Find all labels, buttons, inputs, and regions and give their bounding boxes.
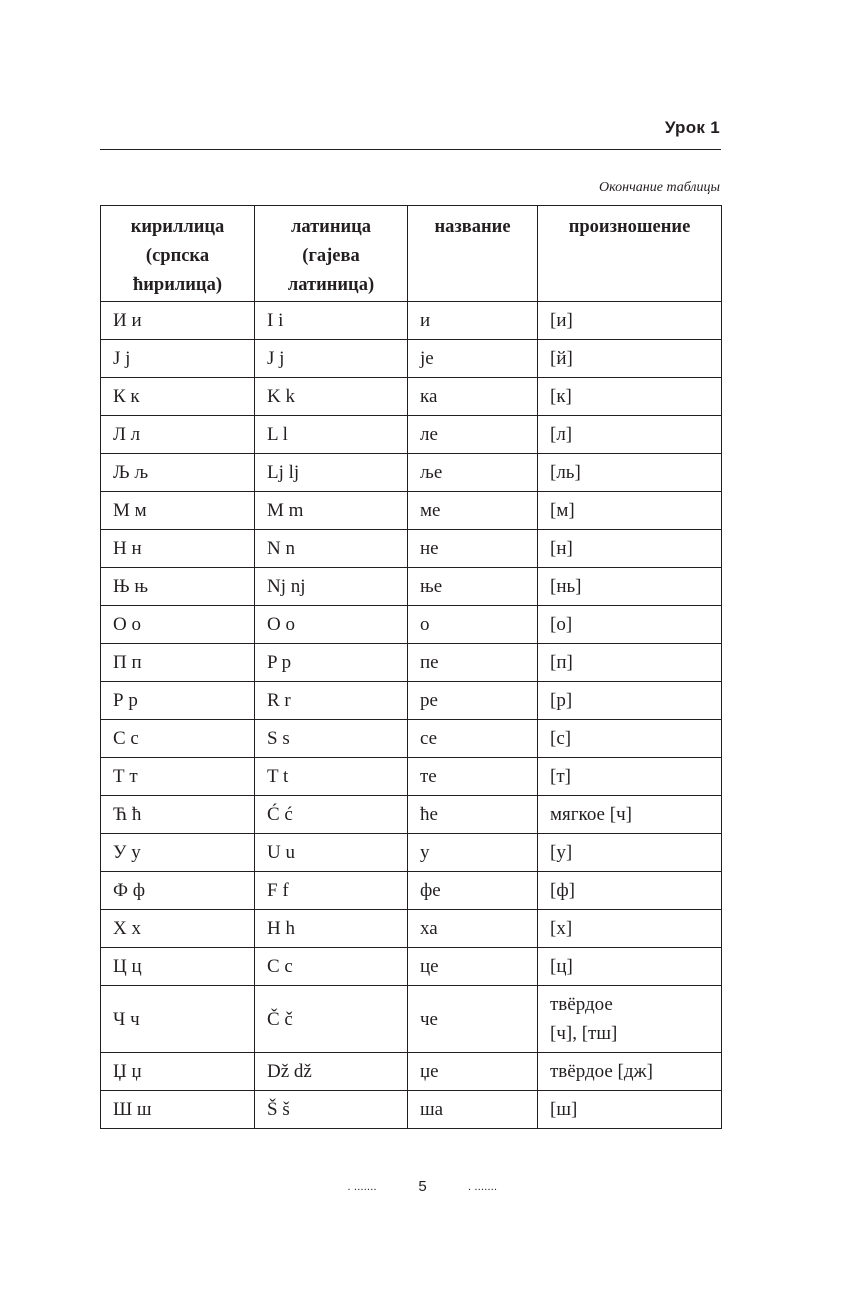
cell-name <box>408 492 538 530</box>
cell-cyrillic <box>101 606 255 644</box>
table-row <box>101 454 722 492</box>
table-row <box>101 910 722 948</box>
cell-name-text: јe <box>420 348 434 369</box>
cell-cyrillic <box>101 492 255 530</box>
cell-cyrillic <box>101 1091 255 1129</box>
cell-name-text: ље <box>420 462 443 483</box>
cell-latin <box>255 492 408 530</box>
table-row <box>101 302 722 340</box>
cell-pronunciation <box>538 644 722 682</box>
cell-pronunciation-text: твёрдое <box>550 994 613 1015</box>
cell-pronunciation-text: [р] <box>550 690 573 711</box>
cell-pronunciation-text: [и] <box>550 310 573 331</box>
cell-pronunciation <box>538 340 722 378</box>
cell-latin <box>255 1091 408 1129</box>
cell-pronunciation <box>538 492 722 530</box>
table-row <box>101 758 722 796</box>
cell-name-text: не <box>420 538 439 559</box>
table-row <box>101 530 722 568</box>
header-pronunciation-line1: произношение <box>568 217 691 237</box>
cell-name-text: те <box>420 766 437 787</box>
cell-cyrillic <box>101 340 255 378</box>
cell-cyrillic-text: Н н <box>113 538 142 559</box>
cell-name <box>408 682 538 720</box>
header-latin-line3: латиница) <box>287 275 375 295</box>
cell-cyrillic <box>101 986 255 1053</box>
cell-cyrillic-text: Ц ц <box>113 956 142 977</box>
cell-latin-text: Š š <box>267 1099 290 1120</box>
cell-name-text: ша <box>420 1099 444 1120</box>
table-row <box>101 1091 722 1129</box>
cell-pronunciation <box>538 454 722 492</box>
cell-pronunciation-text: [й] <box>550 348 573 369</box>
cell-latin-text: K k <box>267 386 295 407</box>
cell-pronunciation <box>538 758 722 796</box>
cell-cyrillic-text: Љ љ <box>113 462 149 483</box>
table-body <box>101 302 722 1129</box>
cell-pronunciation <box>538 606 722 644</box>
cell-pronunciation-text: [нь] <box>550 576 582 597</box>
cell-pronunciation <box>538 530 722 568</box>
cell-latin-text: N n <box>267 538 295 559</box>
cell-name <box>408 834 538 872</box>
cell-pronunciation <box>538 720 722 758</box>
cell-name <box>408 378 538 416</box>
table-row <box>101 568 722 606</box>
cell-name-text: це <box>420 956 439 977</box>
cell-pronunciation-text: мягкое [ч] <box>550 804 632 825</box>
cell-latin-text: Č č <box>267 1008 293 1030</box>
lesson-title: Урок 1 <box>664 118 720 137</box>
cell-name <box>408 720 538 758</box>
cell-latin <box>255 834 408 872</box>
table-row <box>101 872 722 910</box>
cell-pronunciation <box>538 1053 722 1091</box>
cell-cyrillic-text: Ч ч <box>113 1008 140 1030</box>
cell-latin-text: L l <box>267 424 288 445</box>
cell-latin-text: I i <box>267 310 284 331</box>
cell-latin <box>255 796 408 834</box>
cell-name <box>408 1053 538 1091</box>
cell-latin <box>255 682 408 720</box>
header-latin <box>255 206 408 302</box>
cell-latin <box>255 454 408 492</box>
table-row <box>101 340 722 378</box>
cell-name <box>408 454 538 492</box>
cell-cyrillic-text: У у <box>113 842 141 863</box>
cell-pronunciation-text: [п] <box>550 652 573 673</box>
cell-cyrillic <box>101 568 255 606</box>
cell-name-text: че <box>420 1008 438 1030</box>
header-name <box>408 206 538 302</box>
cell-latin-text: F f <box>267 880 289 901</box>
cell-latin-text: Ć ć <box>267 804 293 825</box>
cell-pronunciation-text: [т] <box>550 766 571 787</box>
cell-pronunciation-text: [о] <box>550 614 573 635</box>
cell-cyrillic-text: Ш ш <box>113 1099 152 1120</box>
cell-name <box>408 910 538 948</box>
cell-latin <box>255 910 408 948</box>
header-cyrillic-line1: кириллица <box>130 217 225 237</box>
cell-latin-text: T t <box>267 766 289 787</box>
cell-name <box>408 872 538 910</box>
cell-name <box>408 796 538 834</box>
cell-cyrillic <box>101 1053 255 1091</box>
cell-latin-text: Lj lj <box>267 462 300 483</box>
cell-name <box>408 644 538 682</box>
cell-name <box>408 606 538 644</box>
cell-pronunciation-text: [х] <box>550 918 573 939</box>
cell-cyrillic <box>101 872 255 910</box>
cell-cyrillic <box>101 302 255 340</box>
cell-cyrillic <box>101 758 255 796</box>
cell-name <box>408 530 538 568</box>
cell-name <box>408 302 538 340</box>
cell-pronunciation-text: твёрдое [дж] <box>550 1061 653 1082</box>
cell-name <box>408 1091 538 1129</box>
cell-name-text: о <box>420 614 430 635</box>
cell-name-text: ха <box>420 918 438 939</box>
table-row <box>101 948 722 986</box>
cell-cyrillic-text: J j <box>113 348 131 369</box>
cell-name-text: ње <box>420 576 443 597</box>
cell-name-text: фе <box>420 880 441 901</box>
cell-pronunciation <box>538 948 722 986</box>
cell-cyrillic-text: К к <box>113 386 140 407</box>
cell-pronunciation <box>538 302 722 340</box>
cell-latin-text: J j <box>267 348 285 369</box>
header-rule <box>100 149 721 150</box>
cell-cyrillic-text: М м <box>113 500 147 521</box>
cell-cyrillic-text: П п <box>113 652 142 673</box>
cell-pronunciation <box>538 986 722 1053</box>
header-pronunciation <box>538 206 722 302</box>
cell-name-text: ле <box>420 424 438 445</box>
table-row <box>101 1053 722 1091</box>
cell-cyrillic-text: Л л <box>113 424 141 445</box>
table-row <box>101 644 722 682</box>
header-latin-line1: латиница <box>290 217 372 237</box>
cell-name-text: пе <box>420 652 439 673</box>
footer-dots-left: . ....... <box>347 1180 377 1193</box>
table-row <box>101 492 722 530</box>
cell-latin-text: C c <box>267 956 293 977</box>
cell-cyrillic-text: Т т <box>113 766 138 787</box>
table-row <box>101 416 722 454</box>
cell-pronunciation-text: [к] <box>550 386 572 407</box>
cell-pronunciation <box>538 910 722 948</box>
header-name-line1: название <box>434 217 511 237</box>
cell-name <box>408 340 538 378</box>
cell-cyrillic-text: Р р <box>113 690 138 711</box>
cell-name-text: у <box>420 842 430 863</box>
cell-cyrillic <box>101 796 255 834</box>
cell-latin <box>255 720 408 758</box>
cell-pronunciation-text: [ш] <box>550 1099 578 1120</box>
header-cyrillic-line2: (српска <box>145 246 210 266</box>
cell-pronunciation-text: [у] <box>550 842 573 863</box>
cell-latin <box>255 948 408 986</box>
cell-latin <box>255 986 408 1053</box>
cell-name <box>408 948 538 986</box>
cell-latin <box>255 644 408 682</box>
cell-cyrillic <box>101 682 255 720</box>
cell-cyrillic <box>101 644 255 682</box>
cell-pronunciation <box>538 872 722 910</box>
cell-latin-text: H h <box>267 918 295 939</box>
cell-cyrillic-text: Џ џ <box>113 1061 142 1082</box>
cell-pronunciation-text: [ль] <box>550 462 581 483</box>
table-row <box>101 834 722 872</box>
cell-name <box>408 758 538 796</box>
cell-pronunciation-text-line2: [ч], [тш] <box>550 1023 618 1044</box>
cell-latin <box>255 606 408 644</box>
cell-latin-text: S s <box>267 728 290 749</box>
cell-latin-text: Nj nj <box>267 576 306 597</box>
cell-cyrillic-text: С с <box>113 728 139 749</box>
cell-pronunciation <box>538 568 722 606</box>
cell-pronunciation-text: [с] <box>550 728 572 749</box>
cell-latin-text: O o <box>267 614 295 635</box>
cell-pronunciation <box>538 682 722 720</box>
cell-cyrillic-text: О о <box>113 614 141 635</box>
table-row <box>101 682 722 720</box>
cell-cyrillic-text: Х х <box>113 918 141 939</box>
cell-latin <box>255 872 408 910</box>
cell-pronunciation-text: [л] <box>550 424 573 445</box>
cell-latin <box>255 378 408 416</box>
page-footer <box>0 1178 845 1195</box>
cell-name-text: ка <box>420 386 438 407</box>
cell-pronunciation <box>538 378 722 416</box>
cell-cyrillic <box>101 948 255 986</box>
cell-cyrillic-text: Ћ ћ <box>113 804 142 825</box>
cell-name-text: ре <box>420 690 438 711</box>
cell-cyrillic <box>101 416 255 454</box>
cell-latin-text: Dž dž <box>267 1061 312 1082</box>
cell-cyrillic <box>101 378 255 416</box>
cell-pronunciation <box>538 1091 722 1129</box>
cell-name <box>408 416 538 454</box>
header-cyrillic-line3: ћирилица) <box>132 275 222 295</box>
cell-name <box>408 568 538 606</box>
table-row <box>101 796 722 834</box>
footer-dots-right: . ....... <box>468 1180 498 1193</box>
cell-name-text: и <box>420 310 431 331</box>
table-row <box>101 378 722 416</box>
cell-cyrillic <box>101 910 255 948</box>
header-cyrillic <box>101 206 255 302</box>
table-row <box>101 986 722 1053</box>
table-caption: Окончание таблицы <box>599 180 720 195</box>
table-header-row <box>101 206 722 302</box>
cell-cyrillic-text: И и <box>113 310 142 331</box>
cell-pronunciation-text: [н] <box>550 538 573 559</box>
cell-name-text: џе <box>420 1061 439 1082</box>
cell-name-text: ме <box>420 500 441 521</box>
cell-cyrillic <box>101 834 255 872</box>
cell-latin-text: U u <box>267 842 295 863</box>
cell-name <box>408 986 538 1053</box>
table-row <box>101 606 722 644</box>
cell-pronunciation <box>538 796 722 834</box>
cell-latin <box>255 340 408 378</box>
cell-cyrillic <box>101 720 255 758</box>
cell-latin-text: R r <box>267 690 291 711</box>
cell-latin <box>255 758 408 796</box>
cell-cyrillic <box>101 530 255 568</box>
cell-cyrillic <box>101 454 255 492</box>
cell-latin <box>255 302 408 340</box>
cell-pronunciation-text: [м] <box>550 500 575 521</box>
cell-cyrillic-text: Ф ф <box>113 880 146 901</box>
cell-latin-text: P p <box>267 652 292 673</box>
cell-pronunciation-text: [ц] <box>550 956 573 977</box>
alphabet-table <box>100 205 722 1129</box>
cell-pronunciation-text: [ф] <box>550 880 575 901</box>
header-latin-line2: (гајева <box>302 246 360 266</box>
cell-cyrillic-text: Њ њ <box>113 576 149 597</box>
cell-name-text: ће <box>420 804 438 825</box>
page-number: 5 <box>418 1178 427 1195</box>
cell-latin <box>255 568 408 606</box>
cell-latin <box>255 530 408 568</box>
cell-latin-text: M m <box>267 500 304 521</box>
table-row <box>101 720 722 758</box>
cell-latin <box>255 416 408 454</box>
cell-latin <box>255 1053 408 1091</box>
cell-pronunciation <box>538 416 722 454</box>
cell-name-text: се <box>420 728 438 749</box>
cell-pronunciation <box>538 834 722 872</box>
